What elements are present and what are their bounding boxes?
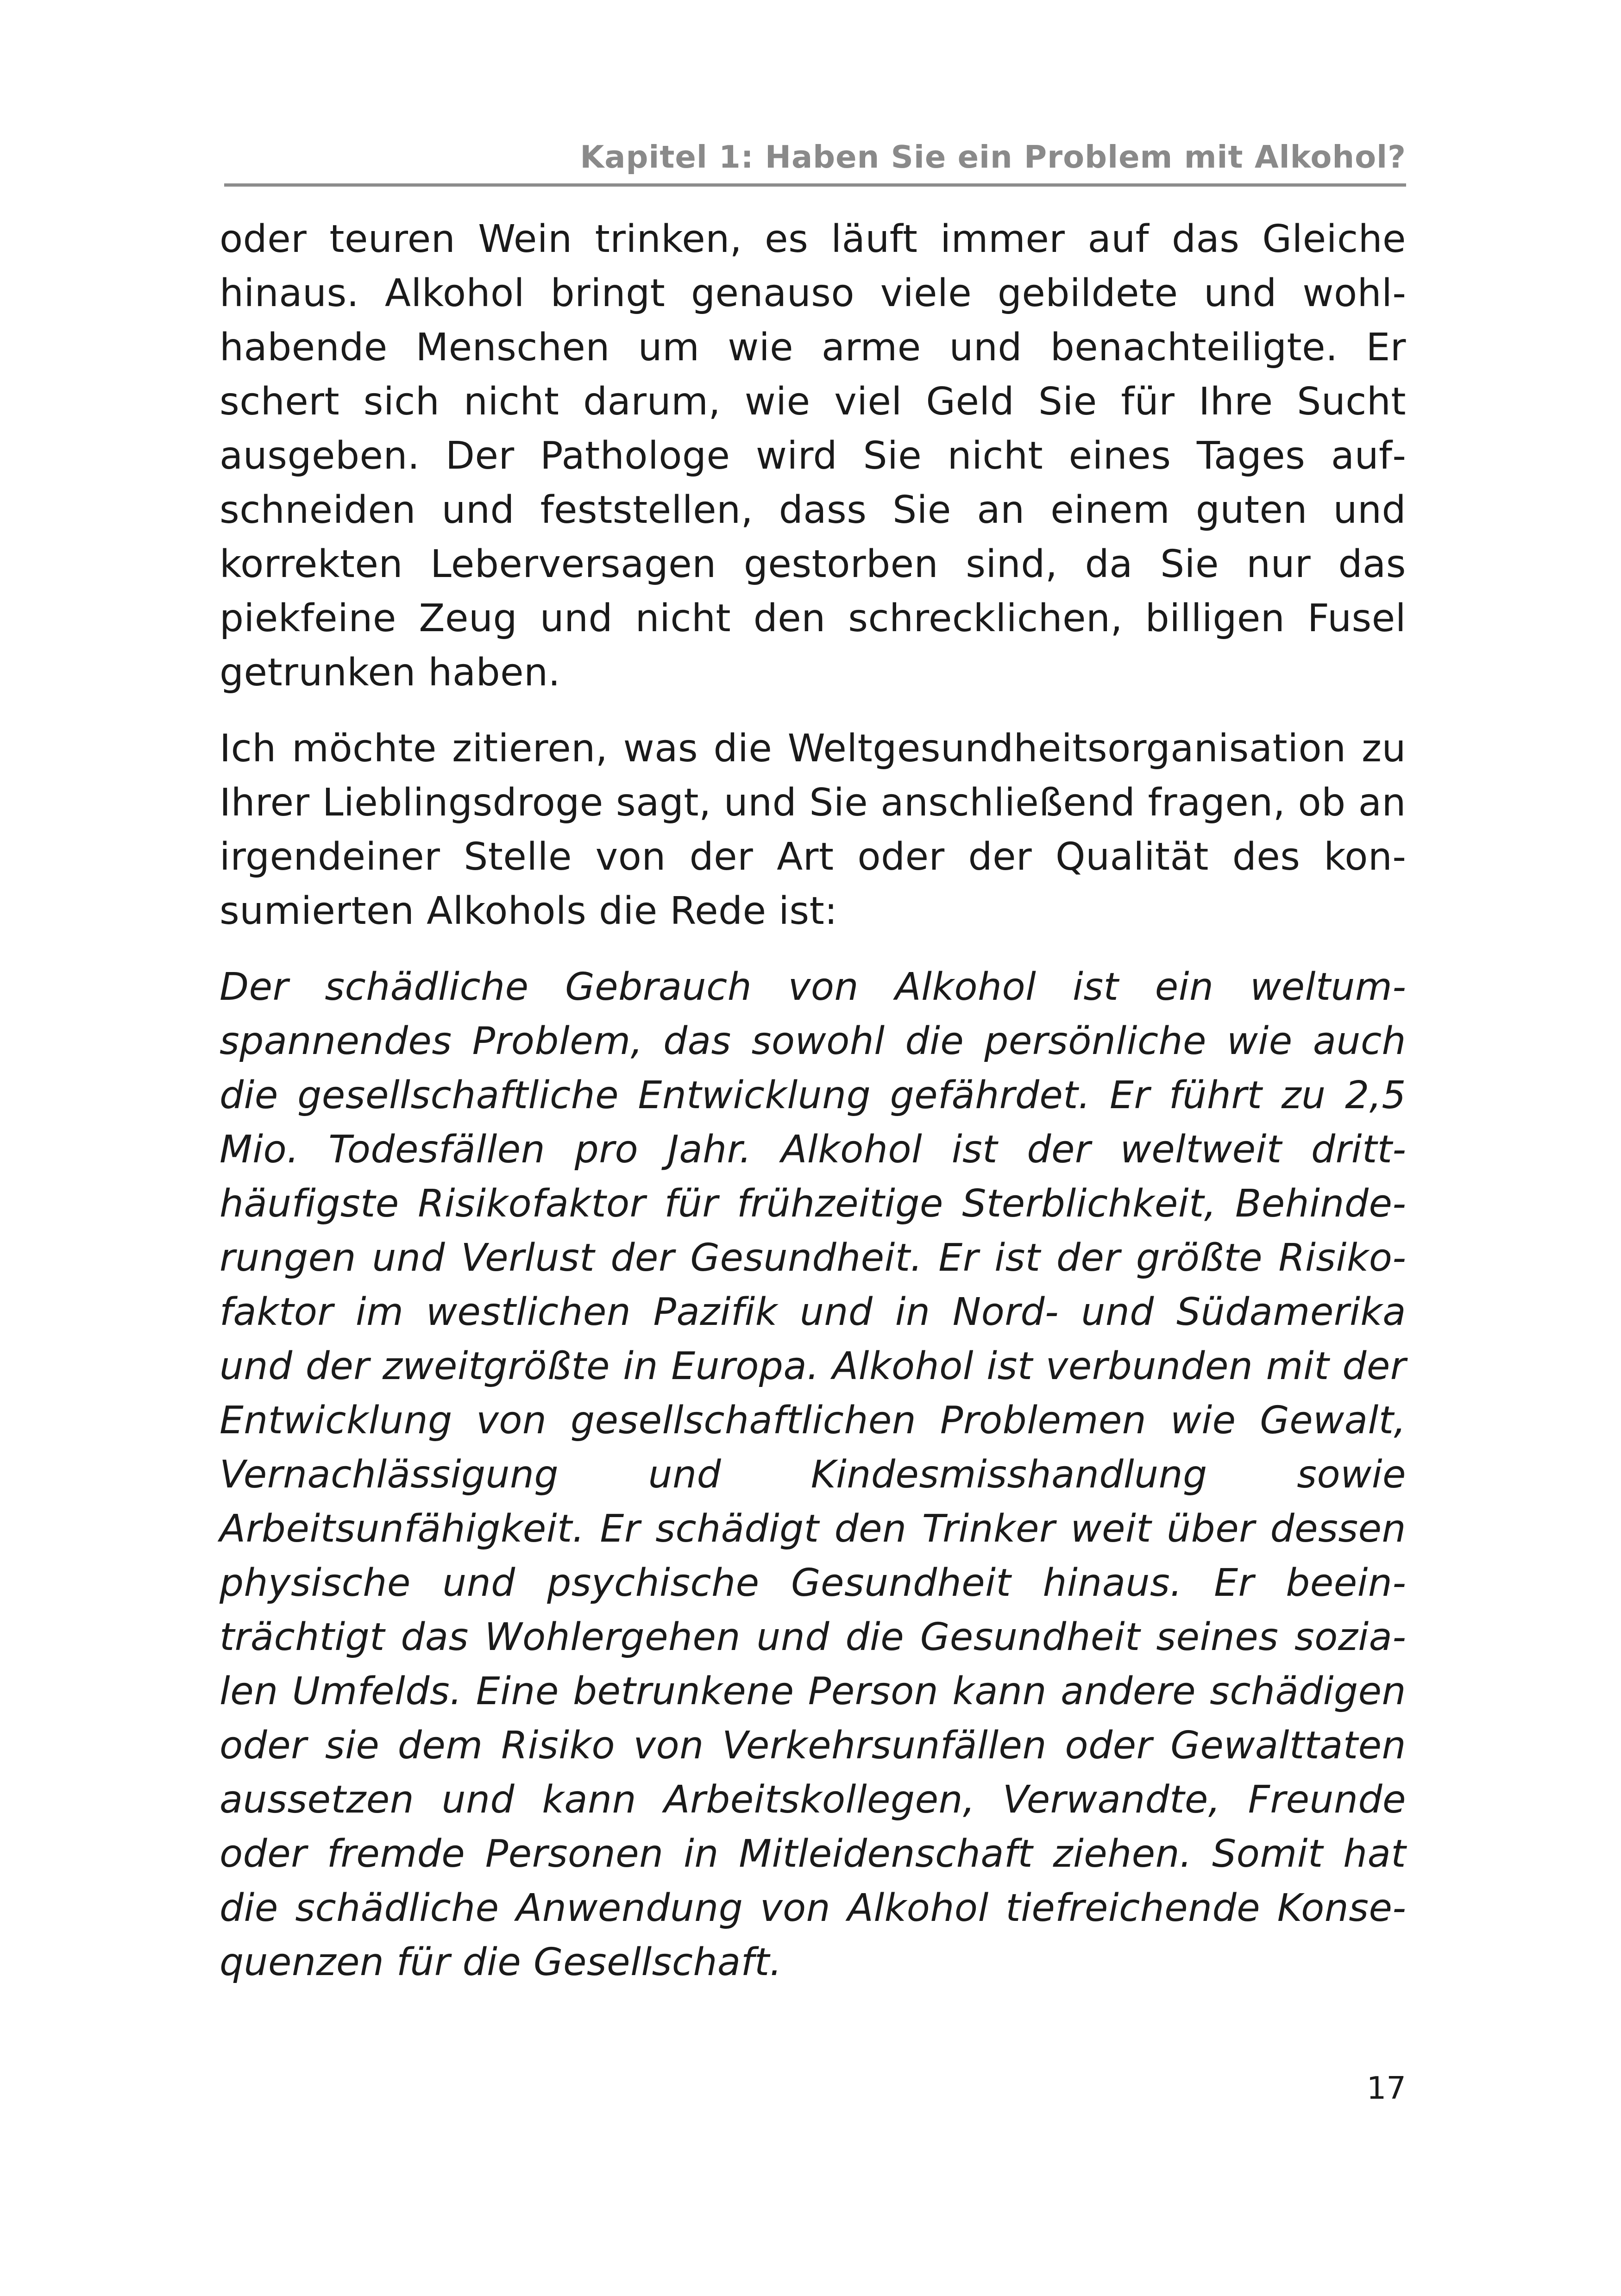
page-body	[220, 212, 1406, 2011]
header-divider	[224, 183, 1406, 187]
paragraph-who-intro: Ich möchte zitieren, was die Weltgesundheitsorganisation zu Ihrer Lieblingsdroge sagt, und Sie anschließend fragen, ob an irgendeiner Stelle von der Art oder der Qualität des konsumierten Alkohols die Rede ist:	[220, 727, 1406, 933]
running-header-chapter-title: Kapitel 1: Haben Sie ein Problem mit Alkohol?	[580, 139, 1406, 175]
who-quote: Der schädliche Gebrauch von Alkohol ist ein weltumspannendes Problem, das sowohl die persönliche wie auch die gesellschaftliche Entwicklung gefährdet. Er führt zu 2,5 Mio. Todesfällen pro Jahr. Alkohol ist der weltweit dritthäufigste Risikofaktor für frühzeitige Sterblichkeit, Behinderungen und Verlust der Gesundheit. Er ist der größte Risikofaktor im westlichen Pazifik und in Nord- und Südamerika und der zweitgrößte in Europa. Alkohol ist verbunden mit der Entwicklung von gesellschaftlichen Problemen wie Gewalt, Vernachlässigung und Kindesmisshandlung sowie Arbeitsunfähigkeit. Er schädigt den Trinker weit über dessen physische und psychische Gesundheit hinaus. Er beeinträchtigt das Wohlergehen und die Gesundheit seines sozialen Umfelds. Eine betrunkene Person kann andere schädigen oder sie dem Risiko von Verkehrsunfällen oder Gewalttaten aussetzen und kann Arbeitskollegen, Verwandte, Freunde oder fremde Personen in Mitleidenschaft ziehen. Somit hat die schädliche Anwendung von Alkohol tiefreichende Konsequenzen für die Gesellschaft.	[220, 965, 1406, 1984]
page-number: 17	[1366, 2070, 1406, 2106]
paragraph-wine-cost: oder teuren Wein trinken, es läuft immer auf das Gleiche hinaus. Alkohol bringt genauso viele gebildete und wohlhabende Menschen um wie arme und benachteiligte. Er schert sich nicht darum, wie viel Geld Sie für Ihre Sucht ausgeben. Der Pathologe wird Sie nicht eines Tages aufschneiden und feststellen, dass Sie an einem guten und korrekten Leberversagen gestorben sind, da Sie nur das piekfeine Zeug und nicht den schrecklichen, billigen Fusel getrunken haben.	[220, 217, 1406, 695]
